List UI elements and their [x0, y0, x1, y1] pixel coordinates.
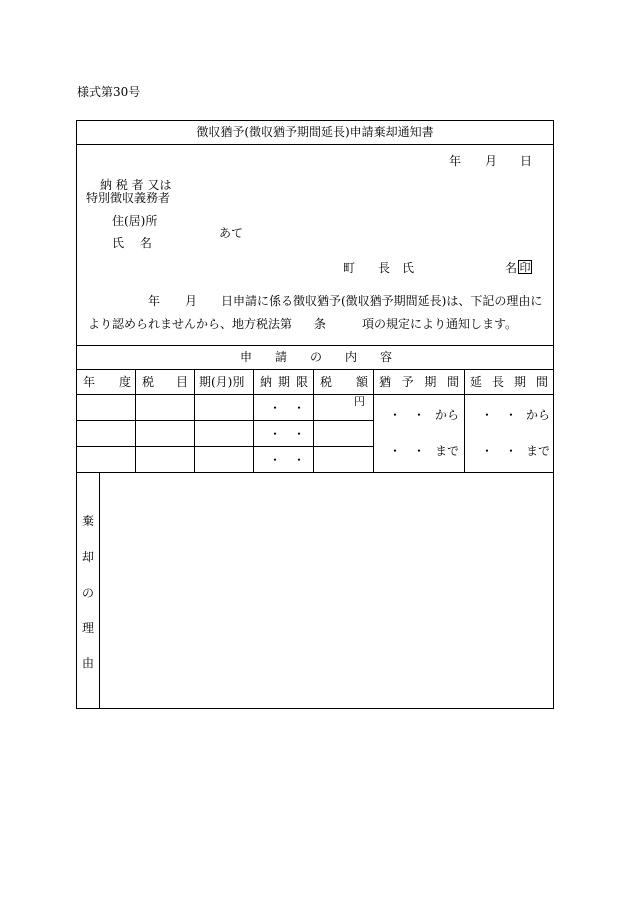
reason-label-divider: [99, 472, 100, 709]
header-fiscal-year: [83, 376, 131, 388]
header-due-date: [260, 376, 308, 388]
header-char: 間: [446, 375, 459, 389]
issuer-mayor: 長 氏: [378, 261, 415, 275]
body-line1: 日申請に係る徴収猶予(徴収猶予期間延長)は、下記の理由に: [221, 294, 543, 308]
header-char: 年: [83, 375, 96, 389]
table-col-line: [464, 369, 465, 472]
addressee-line2: 特別徴収義務者: [86, 191, 171, 205]
extension-from: から: [526, 408, 551, 422]
grace-from: から: [435, 408, 460, 422]
section-heading-char: 内: [344, 350, 357, 364]
header-char: 猶: [379, 375, 392, 389]
header-char: 期: [277, 375, 290, 389]
reason-label-char: 却: [82, 550, 95, 564]
title-divider: [76, 144, 554, 145]
section-heading: [240, 351, 392, 363]
table-bottom: [76, 472, 554, 473]
header-extension-period: [470, 376, 548, 388]
header-char: 度: [118, 375, 131, 389]
grace-to-dots: ・ ・: [389, 444, 426, 458]
header-char: 延: [470, 375, 483, 389]
extension-to-dots: ・ ・: [481, 444, 518, 458]
due-date-dots: ・ ・: [269, 427, 306, 441]
yen-unit: 円: [354, 395, 365, 408]
reason-label-char: 理: [82, 621, 95, 635]
header-char: 税: [320, 375, 333, 389]
header-char: 間: [535, 375, 548, 389]
body-line2-a: より認められませんから、地方税法第: [88, 317, 293, 331]
section-heading-char: 請: [274, 350, 287, 364]
addressee-line1: 納 税 者 又は: [100, 178, 172, 192]
addressee-suffix: あて: [219, 226, 244, 240]
due-date-dots: ・ ・: [269, 401, 306, 415]
header-char: 目: [175, 375, 188, 389]
date-month: 月: [485, 154, 498, 168]
form-number: 様式第30号: [77, 85, 141, 99]
reason-label-char: 棄: [82, 514, 95, 528]
section-heading-char: 容: [379, 350, 392, 364]
body-line2-c: 項の規定により通知します。: [362, 317, 518, 331]
body-month: 月: [185, 294, 198, 308]
date-day: 日: [520, 154, 533, 168]
table-row-line: [76, 420, 373, 421]
issuer-name: 名: [505, 261, 518, 275]
grace-from-dots: ・ ・: [389, 408, 426, 422]
section-divider-top: [76, 345, 554, 346]
extension-to: まで: [526, 444, 551, 458]
header-char: 期: [513, 375, 526, 389]
header-char: 長: [491, 375, 504, 389]
header-char: 額: [355, 375, 368, 389]
header-period: 期(月)別: [199, 375, 245, 389]
header-row-top: [76, 369, 554, 370]
header-grace-period: [379, 376, 459, 388]
section-heading-char: の: [309, 350, 322, 364]
header-tax-amount: [320, 376, 368, 388]
table-col-line: [373, 369, 374, 472]
extension-from-dots: ・ ・: [481, 408, 518, 422]
header-char: 限: [295, 375, 308, 389]
body-line2-b: 条: [314, 317, 327, 331]
header-char: 納: [260, 375, 273, 389]
reason-label-char: 由: [82, 656, 95, 670]
issuer-town: 町: [343, 261, 356, 275]
due-date-dots: ・ ・: [269, 453, 306, 467]
form-title: 徴収猶予(徴収猶予期間延長)申請棄却通知書: [196, 125, 434, 139]
header-char: 予: [401, 375, 414, 389]
name-label: 氏 名: [112, 236, 152, 250]
date-year: 年: [449, 154, 462, 168]
header-char: 期: [424, 375, 437, 389]
body-year: 年: [148, 294, 161, 308]
header-tax-item: [142, 376, 188, 388]
grace-to: まで: [435, 444, 460, 458]
section-heading-char: 申: [240, 350, 253, 364]
reason-label-char: の: [82, 586, 95, 600]
header-row-bottom: [76, 394, 554, 395]
address-label: 住(居)所: [112, 214, 158, 228]
table-row-line: [76, 446, 373, 447]
seal-box: 印: [519, 261, 531, 274]
header-char: 税: [142, 375, 155, 389]
